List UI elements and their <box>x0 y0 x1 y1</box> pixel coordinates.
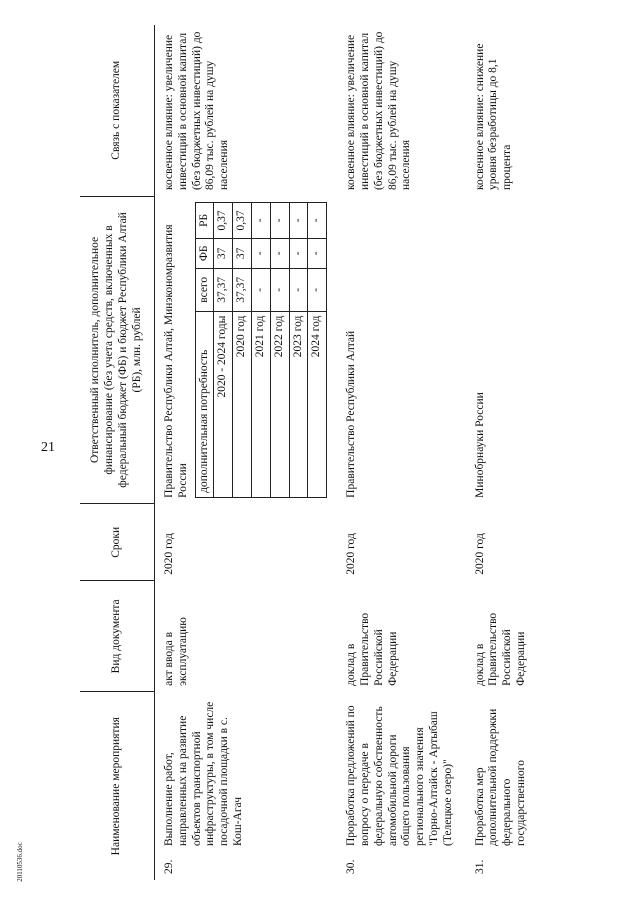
cell-responsible <box>155 196 338 504</box>
cell-doc-type: доклад в Правительство Российской Федерации <box>345 612 399 686</box>
cell-doc-type: доклад в Правительство Российской Федерации <box>473 612 527 686</box>
table-row <box>155 25 338 880</box>
cell-name <box>466 692 539 880</box>
cell-indicator-link: косвенное влияние: снижение уровня безработицы до 8,1 процента <box>473 43 514 191</box>
row-number: 29. <box>163 859 175 874</box>
fin-year: 2020 год <box>233 311 252 497</box>
footer-doc-code <box>14 838 74 888</box>
fin-total: 37,37 <box>233 268 252 311</box>
financing-row <box>289 203 308 498</box>
fin-total: - <box>251 268 270 311</box>
fin-rb: - <box>270 203 289 239</box>
page-number: 21 <box>41 440 55 455</box>
fin-rb: - <box>289 203 308 239</box>
fin-rb: 0,37 <box>214 203 233 239</box>
fin-fb: 37 <box>233 238 252 268</box>
cell-indicator-link: косвенное влияние: увеличение инвестиций в основной капитал (без бюджетных инвестиций) до 86,09 тыс. рублей на душу населения <box>163 31 231 191</box>
cell-name <box>155 692 338 880</box>
fin-total: 37,37 <box>214 268 233 311</box>
fin-total: - <box>289 268 308 311</box>
fin-header-fb: ФБ <box>195 238 214 268</box>
measure-name: Выполнение работ, направленных на развитие объектов транспортной инфраструктуры, в том числе посадочной площадки в с. Кош-Агач <box>163 701 244 846</box>
fin-rb: 0,37 <box>233 203 252 239</box>
cell-indicator-link: косвенное влияние: увеличение инвестиций в основной капитал (без бюджетных инвестиций) до 86,09 тыс. рублей на душу населения <box>345 31 413 191</box>
header-doc-type: Вид документа <box>80 581 155 692</box>
table-row <box>466 25 539 880</box>
cell-term: 2020 год <box>473 533 486 575</box>
financing-row <box>308 203 327 498</box>
cell-term: 2020 год <box>163 533 175 575</box>
responsible-text: Правительство Республики Алтай, Минэкономразвития России <box>163 224 189 498</box>
fin-header-need: дополнительная потребность <box>195 311 214 497</box>
financing-row <box>251 203 270 498</box>
fin-fb: - <box>308 238 327 268</box>
header-term: Сроки <box>80 504 155 581</box>
row-number: 31. <box>473 859 486 874</box>
fin-year: 2022 год <box>270 311 289 497</box>
fin-rb: - <box>251 203 270 239</box>
financing-header-row <box>195 203 214 498</box>
measures-table <box>80 25 539 880</box>
table-row <box>337 25 465 880</box>
fin-header-rb: РБ <box>195 203 214 239</box>
fin-year: 2020 - 2024 годы <box>214 311 233 497</box>
fin-total: - <box>270 268 289 311</box>
financing-row <box>233 203 252 498</box>
fin-year: 2024 год <box>308 311 327 497</box>
rotated-page <box>80 25 640 880</box>
fin-fb: - <box>289 238 308 268</box>
fin-header-total: всего <box>195 268 214 311</box>
fin-rb: - <box>308 203 327 239</box>
header-responsible: Ответственный исполнитель, дополнительное финансирование (без учета средств, включенных в федеральный бюджет (ФБ) и бюджет Республики Алтай (РБ), млн. рублей <box>80 196 155 504</box>
measure-name: Проработка мер дополнительной поддержки федерального государственного <box>473 708 527 846</box>
fin-year: 2023 год <box>289 311 308 497</box>
financing-table <box>195 202 328 498</box>
row-number: 30. <box>345 859 358 874</box>
financing-row <box>270 203 289 498</box>
table-header-row <box>80 25 155 880</box>
cell-term: 2020 год <box>345 533 358 575</box>
cell-responsible: Минобрнауки России <box>473 392 486 498</box>
header-name: Наименование мероприятия <box>80 692 155 880</box>
cell-doc-type: акт ввода в эксплуатацию <box>163 617 189 686</box>
fin-year: 2021 год <box>251 311 270 497</box>
cell-responsible: Правительство Республики Алтай <box>345 330 358 498</box>
cell-name <box>337 692 465 880</box>
footer-text: 20110536.doc <box>15 842 24 882</box>
financing-row <box>214 203 233 498</box>
fin-fb: 37 <box>214 238 233 268</box>
fin-fb: - <box>251 238 270 268</box>
fin-fb: - <box>270 238 289 268</box>
measure-name: Проработка предложений по вопросу о передаче в федеральную собственность автомобильной дороги общего пользования регионального значения "Горно-Алтайск - Артыбаш (Телецкое озеро)" <box>345 705 454 846</box>
fin-total: - <box>308 268 327 311</box>
header-indicator-link: Связь с показателем <box>80 25 155 196</box>
